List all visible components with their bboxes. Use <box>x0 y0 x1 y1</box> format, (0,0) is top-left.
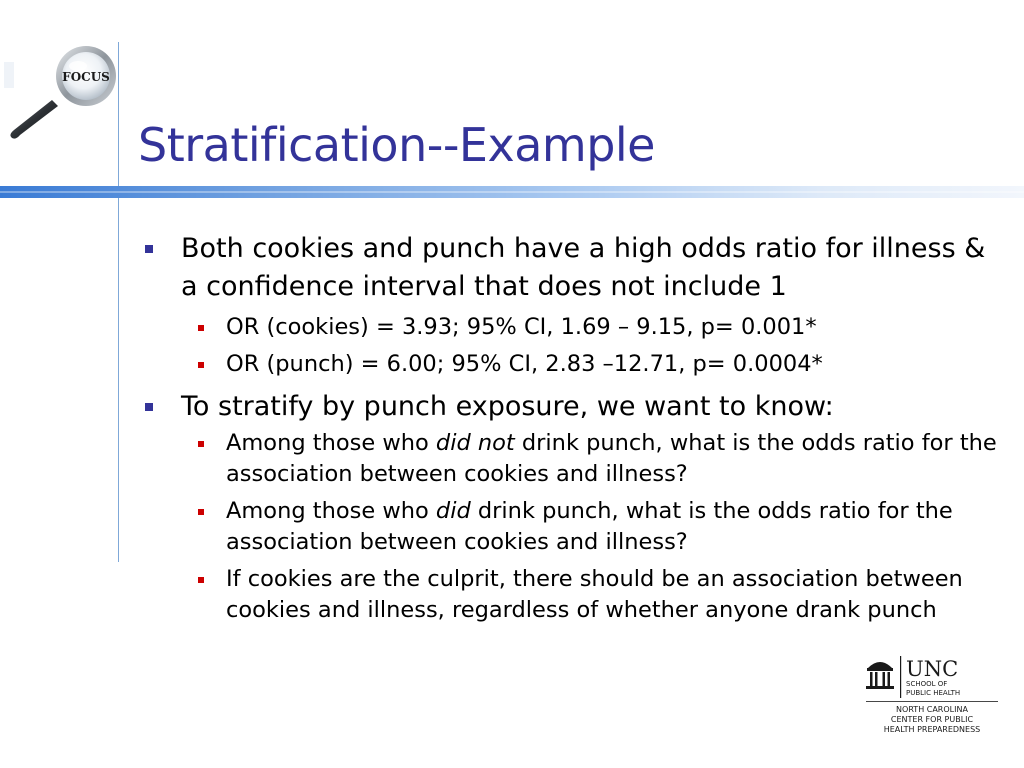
bullet-level2 <box>142 312 1002 343</box>
bullet-text: OR (punch) = 6.00; 95% CI, 2.83 –12.71, p= 0.0004* <box>226 351 823 377</box>
unc-school-of-public-health-logo <box>862 654 1002 736</box>
bullet-level2 <box>142 428 1002 490</box>
bullet-text: Both cookies and punch have a high odds ratio for illness & a confidence interval that does not include 1 <box>181 233 986 302</box>
bullet-text-before: Among those who <box>226 430 436 456</box>
square-bullet-icon <box>145 245 153 253</box>
square-bullet-icon <box>198 577 204 583</box>
bullet-text-emphasis: did not <box>435 430 515 456</box>
unc-line-school: SCHOOL OF <box>906 680 948 688</box>
bullet-text-emphasis: did <box>435 498 471 524</box>
slide-title: Stratification--Example <box>138 118 655 172</box>
magnifier-handle <box>10 100 58 139</box>
center-line-center-for-public: CENTER FOR PUBLIC <box>890 715 974 724</box>
bullet-level2 <box>142 349 1002 380</box>
unc-wordmark: UNC <box>906 657 959 681</box>
square-bullet-icon <box>198 441 204 447</box>
old-well-icon <box>866 662 894 689</box>
bullet-text: To stratify by punch exposure, we want to know: <box>181 391 834 422</box>
square-bullet-icon <box>198 509 204 515</box>
slide-body <box>142 230 1002 638</box>
square-bullet-icon <box>145 403 153 411</box>
square-bullet-icon <box>198 362 204 368</box>
bullet-text-after: drink punch, what is the odds ratio for the association between cookies and illness? <box>226 498 953 555</box>
bullet-level1 <box>142 388 1002 426</box>
center-line-health-preparedness: HEALTH PREPAREDNESS <box>883 725 981 734</box>
bullet-level1 <box>142 230 1002 306</box>
title-underline-gradient <box>0 186 1024 198</box>
square-bullet-icon <box>198 325 204 331</box>
focus-magnifier-logo <box>0 40 120 140</box>
bullet-level2 <box>142 496 1002 558</box>
bullet-text-before: Among those who <box>226 498 436 524</box>
focus-logo-text: FOCUS <box>62 70 110 84</box>
bullet-text: OR (cookies) = 3.93; 95% CI, 1.69 – 9.15, p= 0.001* <box>226 314 817 340</box>
unc-line-public-health: PUBLIC HEALTH <box>906 689 961 697</box>
bullet-text: If cookies are the culprit, there should be an association between cookies and illness, regardless of whether anyone drank punch <box>226 566 963 623</box>
bullet-level2 <box>142 564 1002 626</box>
center-line-north-carolina: NORTH CAROLINA <box>896 705 968 714</box>
vertical-divider <box>118 42 119 562</box>
bullet-text-after: drink punch, what is the odds ratio for the association between cookies and illness? <box>226 430 997 487</box>
